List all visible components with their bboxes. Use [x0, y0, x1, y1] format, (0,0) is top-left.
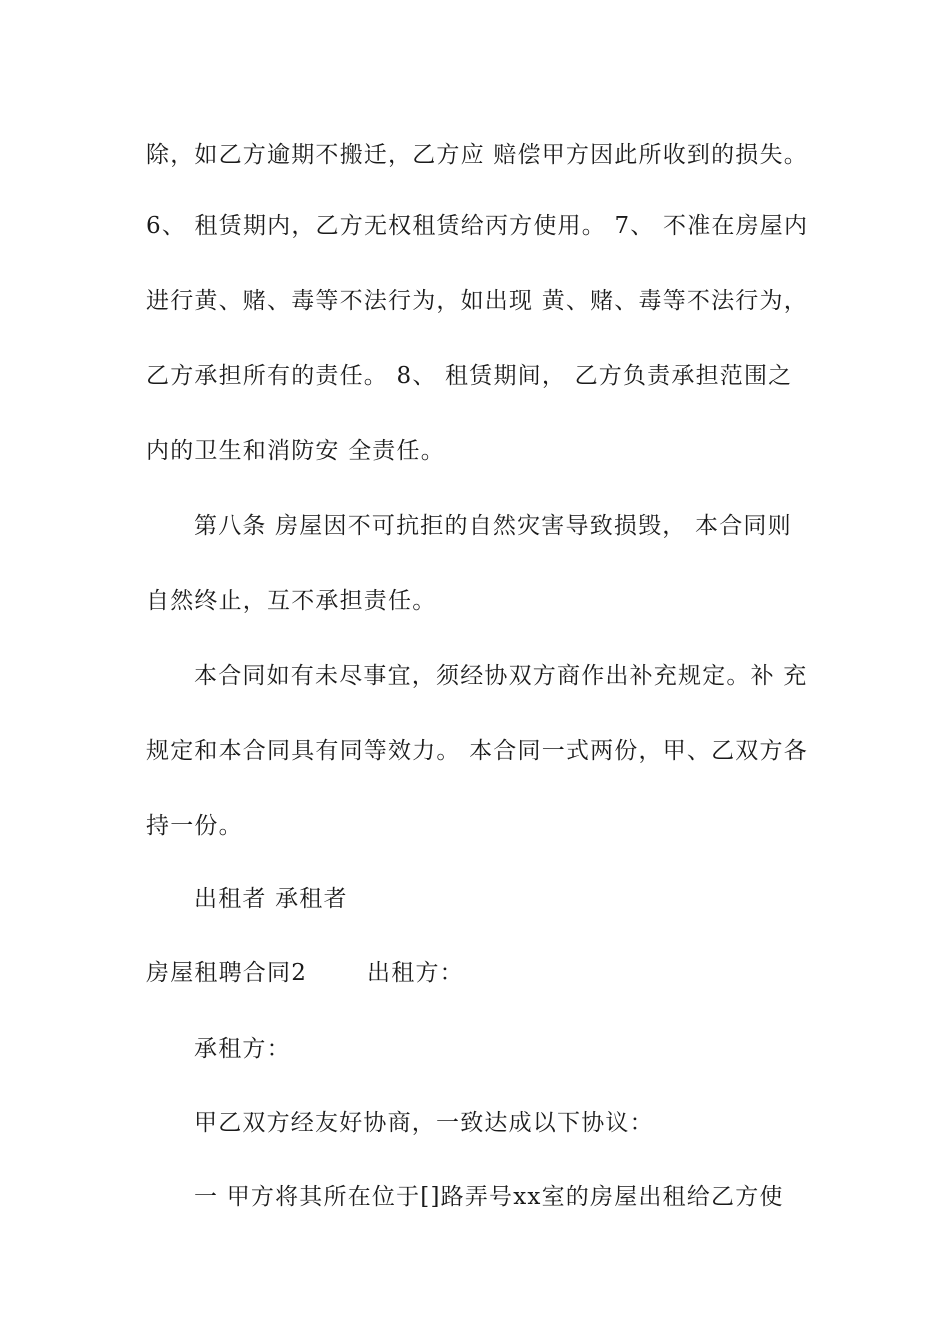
paragraph-line: 除，如乙方逾期不搬迁，乙方应 赔偿甲方因此所收到的损失。	[146, 142, 808, 168]
contract-title: 房屋租聘合同2	[146, 960, 308, 986]
paragraph-line: 自然终止，互不承担责任。	[146, 588, 437, 614]
paragraph-line: 内的卫生和消防安 全责任。	[146, 438, 445, 464]
paragraph-line: 6、 租赁期内，乙方无权租赁给丙方使用。 7、 不准在房屋内	[146, 213, 809, 239]
paragraph-line: 一 甲方将其所在位于[]路弄号xx室的房屋出租给乙方使	[194, 1184, 784, 1210]
paragraph-line: 乙方承担所有的责任。 8、 租赁期间， 乙方负责承担范围之	[146, 363, 793, 389]
paragraph-line: 规定和本合同具有同等效力。 本合同一式两份，甲、乙双方各	[146, 738, 808, 764]
paragraph-line: 持一份。	[146, 813, 243, 839]
lessee-label: 承租方：	[194, 1036, 291, 1062]
paragraph-line: 甲乙双方经友好协商，一致达成以下协议：	[194, 1110, 654, 1136]
lessor-label: 出租方：	[367, 960, 464, 986]
paragraph-line: 本合同如有未尽事宜，须经协双方商作出补充规定。补 充	[194, 663, 808, 689]
paragraph-line: 进行黄、赌、毒等不法行为，如出现 黄、赌、毒等不法行为，	[146, 288, 808, 314]
signature-line: 出租者 承租者	[194, 886, 348, 912]
article-eight-line: 第八条 房屋因不可抗拒的自然灾害导致损毁， 本合同则	[194, 513, 792, 539]
contract-title-line	[146, 958, 816, 988]
